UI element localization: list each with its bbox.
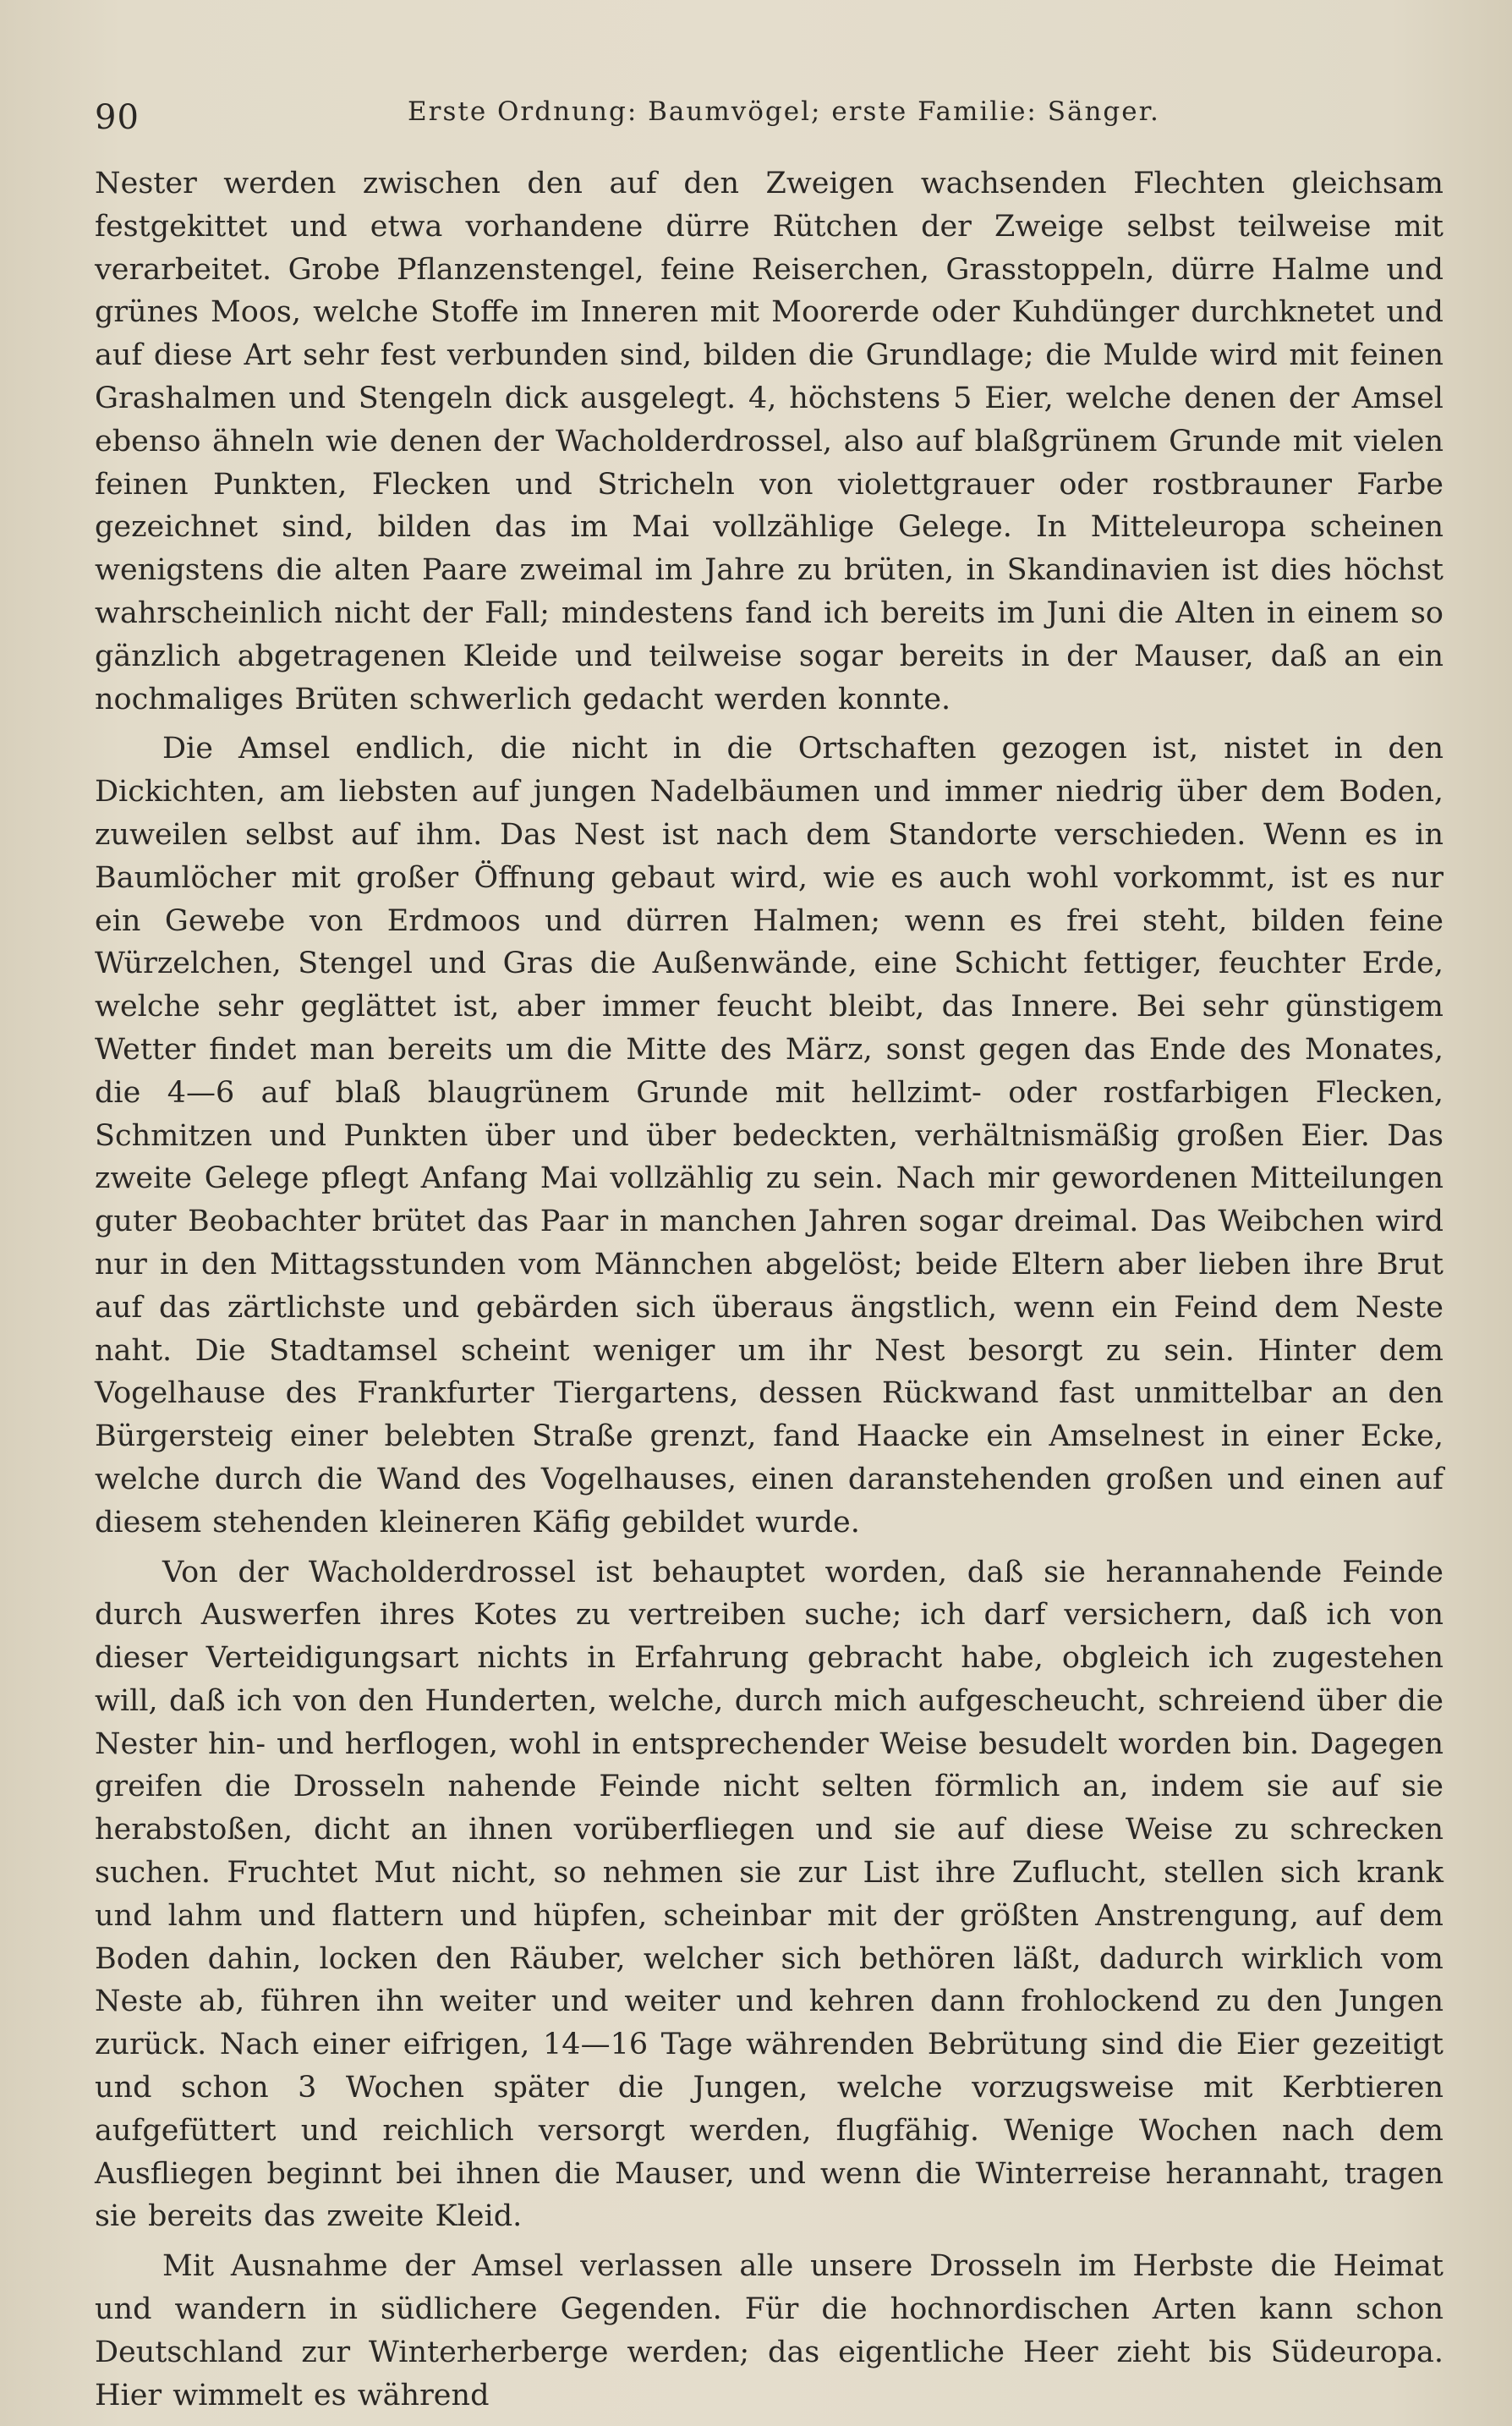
- page-number: 90: [95, 98, 140, 137]
- paragraph-3: Von der Wacholderdrossel ist behauptet worden, daß sie herannahende Feinde durch Auswerfen ihres Kotes zu vertreiben suche; ich darf versichern, daß ich von dieser Verteidigungsart nichts in Erfahrung gebracht habe, obgleich ich zugestehen will, daß ich von den Hunderten, welche, durch mich aufgescheucht, schreiend über die Nester hin- und herflogen, wohl in entsprechender Weise besudelt worden bin. Dagegen greifen die Drosseln nahende Feinde nicht selten förmlich an, indem sie auf sie herabstoßen, dicht an ihnen vorüberfliegen und sie auf diese Weise zu schrecken suchen. Fruchtet Mut nicht, so nehmen sie zur List ihre Zuflucht, stellen sich krank und lahm und flattern und hüpfen, scheinbar mit der größten Anstrengung, auf dem Boden dahin, locken den Räuber, welcher sich bethören läßt, dadurch wirklich vom Neste ab, führen ihn weiter und weiter und kehren dann frohlockend zu den Jungen zurück. Nach einer eifrigen, 14—16 Tage währenden Bebrütung sind die Eier gezeitigt und schon 3 Wochen später die Jungen, welche vorzugsweise mit Kerbtieren aufgefüttert und reichlich versorgt werden, flugfähig. Wenige Wochen nach dem Ausfliegen beginnt bei ihnen die Mauser, und wenn die Winterreise herannaht, tragen sie bereits das zweite Kleid.: [95, 1555, 1444, 2234]
- body-text: [95, 162, 1444, 2417]
- page-header: [95, 91, 1448, 142]
- paragraph-2: Die Amsel endlich, die nicht in die Ortschaften gezogen ist, nistet in den Dickichten, am liebsten auf jungen Nadelbäumen und immer niedrig über dem Boden, zuweilen selbst auf ihm. Das Nest ist nach dem Standorte verschieden. Wenn es in Baumlöcher mit großer Öffnung gebaut wird, wie es auch wohl vorkommt, ist es nur ein Gewebe von Erdmoos und dürren Halmen; wenn es frei steht, bilden feine Würzelchen, Stengel und Gras die Außenwände, eine Schicht fettiger, feuchter Erde, welche sehr geglättet ist, aber immer feucht bleibt, das Innere. Bei sehr günstigem Wetter findet man bereits um die Mitte des März, sonst gegen das Ende des Monates, die 4—6 auf blaß blaugrünem Grunde mit hellzimt- oder rostfarbigen Flecken, Schmitzen und Punkten über und über bedeckten, verhältnismäßig großen Eier. Das zweite Gelege pflegt Anfang Mai vollzählig zu sein. Nach mir gewordenen Mitteilungen guter Beobachter brütet das Paar in manchen Jahren sogar dreimal. Das Weibchen wird nur in den Mittagsstunden vom Männchen abgelöst; beide Eltern aber lieben ihre Brut auf das zärtlichste und gebärden sich überaus ängstlich, wenn ein Feind dem Neste naht. Die Stadtamsel scheint weniger um ihr Nest besorgt zu sein. Hinter dem Vogelhause des Frankfurter Tiergartens, dessen Rückwand fast unmittelbar an den Bürgersteig einer belebten Straße grenzt, fand Haacke ein Amselnest in einer Ecke, welche durch die Wand des Vogelhauses, einen daranstehenden großen und einen auf diesem stehenden kleineren Käfig gebildet wurde.: [95, 732, 1444, 1540]
- paragraph-1: Nester werden zwischen den auf den Zweigen wachsenden Flechten gleichsam festgekittet und etwa vorhandene dürre Rütchen der Zweige selbst teilweise mit verarbeitet. Grobe Pflanzenstengel, feine Reiserchen, Grasstoppeln, dürre Halme und grünes Moos, welche Stoffe im Inneren mit Moorerde oder Kuhdünger durchknetet und auf diese Art sehr fest verbunden sind, bilden die Grundlage; die Mulde wird mit feinen Grashalmen und Stengeln dick ausgelegt. 4, höchstens 5 Eier, welche denen der Amsel ebenso ähneln wie denen der Wacholderdrossel, also auf blaßgrünem Grunde mit vielen feinen Punkten, Flecken und Stricheln von violettgrauer oder rostbrauner Farbe gezeichnet sind, bilden das im Mai vollzählige Gelege. In Mitteleuropa scheinen wenigstens die alten Paare zweimal im Jahre zu brüten, in Skandinavien ist dies höchst wahrscheinlich nicht der Fall; mindestens fand ich bereits im Juni die Alten in einem so gänzlich abgetragenen Kleide und teilweise sogar bereits in der Mauser, daß an ein nochmaliges Brüten schwerlich gedacht werden konnte.: [95, 167, 1444, 716]
- running-head: Erste Ordnung: Baumvögel; erste Familie: Sänger.: [408, 96, 1160, 127]
- paragraph-4: Mit Ausnahme der Amsel verlassen alle unsere Drosseln im Herbste die Heimat und wandern in südlichere Gegenden. Für die hochnordischen Arten kann schon Deutschland zur Winterherberge werden; das eigentliche Heer zieht bis Südeuropa. Hier wimmelt es während: [95, 2249, 1444, 2412]
